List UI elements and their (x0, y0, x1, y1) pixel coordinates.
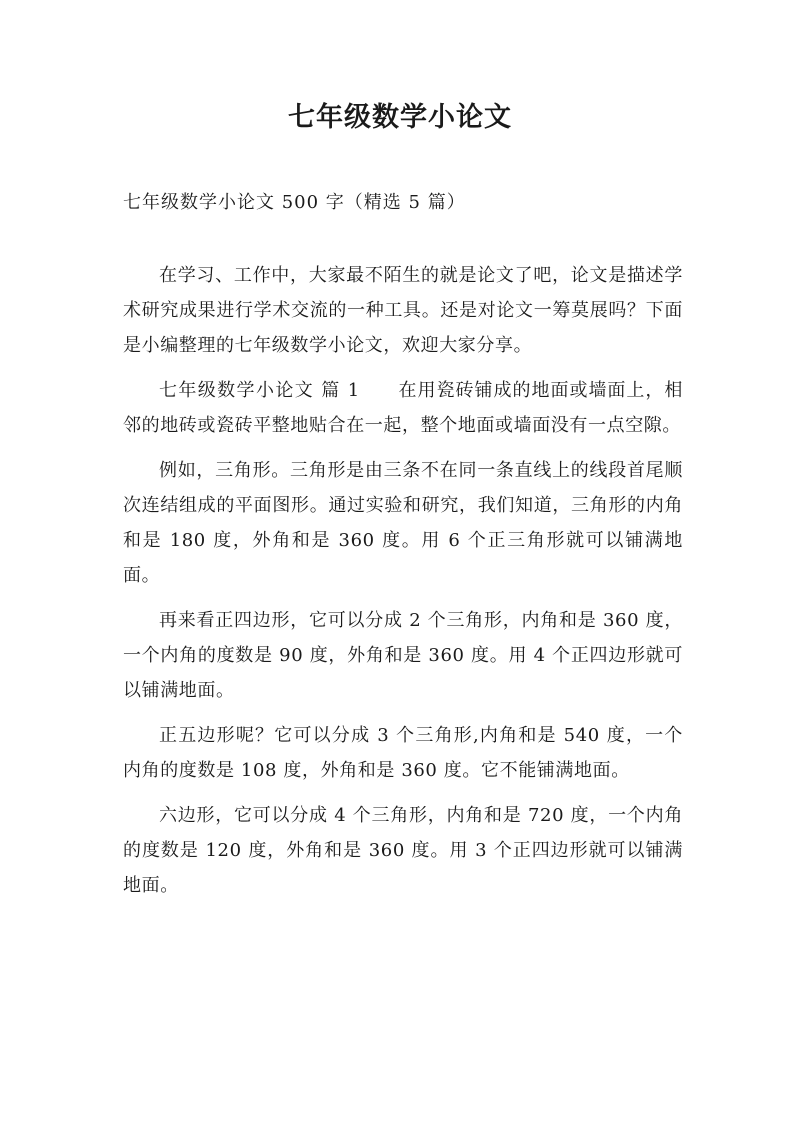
section-1-paragraph (123, 373, 683, 443)
triangle-paragraph: 例如，三角形。三角形是由三条不在同一条直线上的线段首尾顺次连结组成的平面图形。通过实验和研究，我们知道，三角形的内角和是 180 度，外角和是 360 度。用 6 个正三角形就可以铺满地面。 (123, 460, 683, 586)
page-title: 七年级数学小论文 (288, 102, 512, 133)
document-subtitle: 七年级数学小论文 500 字（精选 5 篇） (123, 192, 466, 213)
square-paragraph: 再来看正四边形，它可以分成 2 个三角形，内角和是 360 度，一个内角的度数是 90 度，外角和是 360 度。用 4 个正四边形就可以铺满地面。 (123, 610, 683, 701)
document-body (123, 258, 683, 913)
intro-paragraph: 在学习、工作中，大家最不陌生的就是论文了吧，论文是描述学术研究成果进行学术交流的一种工具。还是对论文一筹莫展吗？下面是小编整理的七年级数学小论文，欢迎大家分享。 (123, 265, 683, 356)
section-1-text: 在用瓷砖铺成的地面或墙面上，相邻的地砖或瓷砖平整地贴合在一起，整个地面或墙面没有一点空隙。 (123, 380, 683, 436)
hexagon-paragraph: 六边形，它可以分成 4 个三角形，内角和是 720 度，一个内角的度数是 120 度，外角和是 360 度。用 3 个正四边形就可以铺满地面。 (123, 805, 683, 896)
pentagon-paragraph: 正五边形呢？它可以分成 3 个三角形,内角和是 540 度，一个内角的度数是 108 度，外角和是 360 度。它不能铺满地面。 (123, 725, 683, 781)
section-heading: 七年级数学小论文 篇 1 (159, 380, 361, 401)
